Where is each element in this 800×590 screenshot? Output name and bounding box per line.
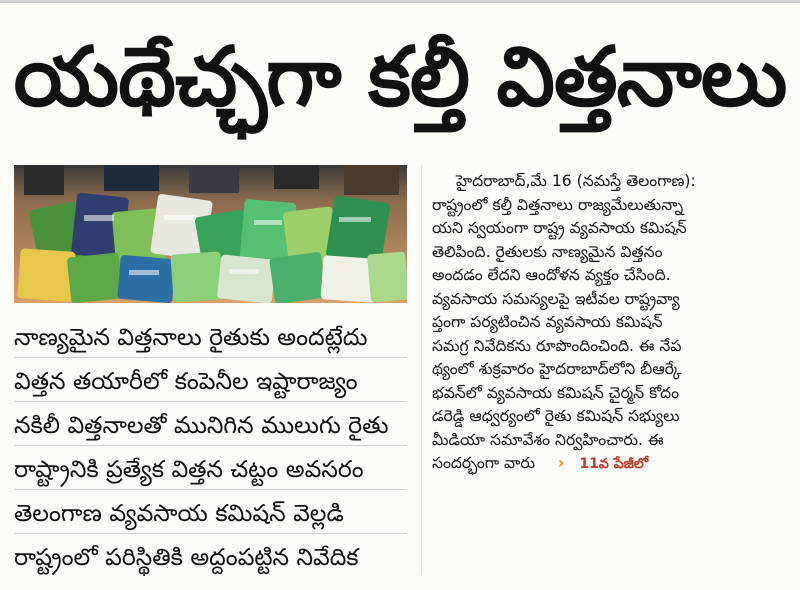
deck-line: నాణ్యమైన విత్తనాలు రైతుకు అందట్లేదు [14,318,407,358]
deck-line: తెలంగాణ వ్యవసాయ కమిషన్ వెల్లడి [14,494,407,534]
continuation-arrow-icon: › [558,454,565,472]
article-body [432,170,792,476]
deck-line: రాష్ట్రంలో పరిస్థితికి అద్దంపట్టిన నివేదిక [14,543,359,571]
body-line: థ్యంలో శుక్రవారం హైదరాబాద్‌లోని బీఆర్కే [432,360,682,378]
column-divider [421,165,422,575]
headline: యథేచ్ఛగా కల్తీ విత్తనాలు [13,30,787,125]
body-line-text: సందర్భంగా వారు [432,454,536,472]
dateline: హైదరాబాద్,మే 16 (నమస్తే తెలంగాణ): [456,172,696,190]
continuation-link[interactable]: 11వ పేజీలో [579,456,649,472]
body-line: తెలిపింది. రైతులకు నాణ్యమైన విత్తనం [432,242,663,261]
body-line: డరెడ్డి ఆధ్వర్యంలో రైతు కమిషన్ సభ్యులు [432,407,680,425]
body-line: వ్యవసాయ సమస్యలపై ఇటీవల రాష్ట్రవ్యా [432,289,680,308]
body-line: అందడం లేదని ఆందోళన వ్యక్తం చేసింది. [432,266,671,284]
body-line: సమగ్ర నివేదికను రూపొందించింది. ఈ నేప [432,336,682,355]
subheadline-decks [14,318,407,581]
body-line: భవన్‌లో వ్యవసాయ కమిషన్ చైర్మన్ కోదం [432,383,680,402]
body-line: యని స్వయంగా రాష్ట్ర వ్యవసాయ కమిషన్ [432,219,687,237]
body-line-last [432,452,792,476]
body-line: ప్తంగా పర్యటించిన వ్యవసాయ కమిషన్ [432,313,663,331]
seed-packets-illustration [14,165,407,303]
deck-line: నకిలీ విత్తనాలతో మునిగిన ములుగు రైతు [14,406,407,446]
deck-line: రాష్ట్రానికి ప్రత్యేక విత్తన చట్టం అవసరం [14,450,407,490]
deck-line: విత్తన తయారీలో కంపెనీల ఇష్టారాజ్యం [14,362,407,402]
seed-packets-photo [14,165,407,303]
body-line: మీడియా సమావేశం నిర్వహించారు. ఈ [432,430,664,449]
top-rule [0,0,800,3]
body-line: రాష్ట్రంలో కల్తీ విత్తనాలు రాజ్యమేలుతున్నా [432,195,684,214]
